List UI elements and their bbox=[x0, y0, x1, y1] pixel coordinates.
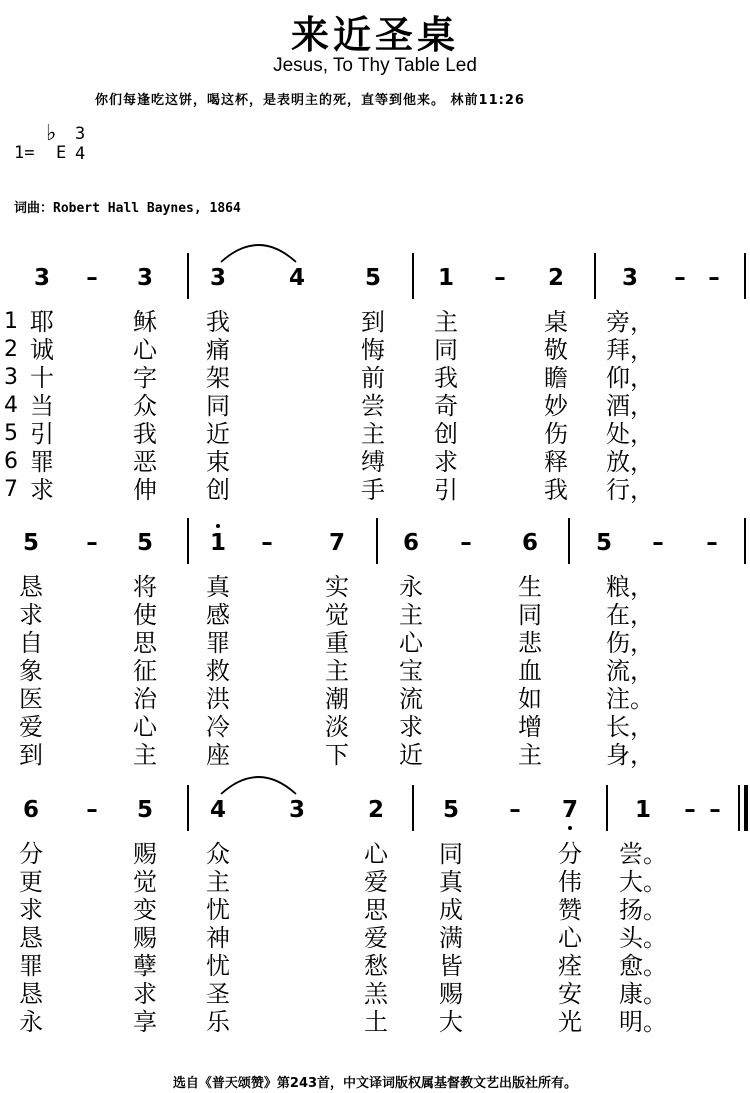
lyric-syllable: 恳 bbox=[19, 924, 43, 952]
lyric-syllable: 释 bbox=[544, 448, 568, 476]
end-barline bbox=[744, 785, 748, 831]
lyric-syllable: 拜， bbox=[606, 336, 654, 364]
lyric-syllable: 大 bbox=[439, 1008, 463, 1036]
verse-number: 3 bbox=[4, 365, 18, 390]
barline bbox=[187, 253, 189, 299]
lyric-syllable: 明。 bbox=[619, 1008, 667, 1036]
lyric-syllable: 心 bbox=[364, 840, 388, 868]
lyric-syllable: 赐 bbox=[133, 924, 157, 952]
lyric-syllable: 实 bbox=[325, 573, 349, 601]
lyric-syllable: 真 bbox=[439, 868, 463, 896]
lyric-syllable: 主 bbox=[206, 868, 230, 896]
lyric-syllable: 恶 bbox=[133, 448, 157, 476]
note: – bbox=[494, 265, 506, 291]
lyric-syllable: 罪 bbox=[19, 952, 43, 980]
lyric-syllable: 同 bbox=[434, 336, 458, 364]
lyric-syllable: 伤， bbox=[606, 629, 654, 657]
lyric-syllable: 爱 bbox=[364, 924, 388, 952]
lyric-syllable: 孽 bbox=[133, 952, 157, 980]
note: – bbox=[261, 530, 273, 556]
lyric-syllable: 求 bbox=[30, 476, 54, 504]
time-signature bbox=[75, 124, 85, 164]
lyric-syllable: 享 bbox=[133, 1008, 157, 1036]
note: – bbox=[706, 530, 718, 556]
lyric-syllable: 字 bbox=[133, 364, 157, 392]
lyric-syllable: 康。 bbox=[619, 980, 667, 1008]
verse-number: 2 bbox=[4, 337, 18, 362]
lyric-syllable: 赐 bbox=[439, 980, 463, 1008]
lyric-syllable: 满 bbox=[439, 924, 463, 952]
lyric-syllable: 旁， bbox=[606, 308, 654, 336]
lyric-syllable: 创 bbox=[206, 476, 230, 504]
lyric-syllable: 悲 bbox=[518, 629, 542, 657]
lyric-syllable: 创 bbox=[434, 420, 458, 448]
verse-number: 4 bbox=[4, 393, 18, 418]
lyric-syllable: 恳 bbox=[19, 980, 43, 1008]
lyric-syllable: 扬。 bbox=[619, 896, 667, 924]
key-letter: E bbox=[56, 143, 67, 163]
lyric-syllable: 同 bbox=[206, 392, 230, 420]
lyric-syllable: 心 bbox=[133, 713, 157, 741]
lyric-syllable: 罪 bbox=[206, 629, 230, 657]
lyric-syllable: 缚 bbox=[361, 448, 385, 476]
lyric-syllable: 引 bbox=[434, 476, 458, 504]
verse-number: 5 bbox=[4, 421, 18, 446]
lyric-syllable: 痛 bbox=[206, 336, 230, 364]
lyric-syllable: 光 bbox=[558, 1008, 582, 1036]
lyric-syllable: 皆 bbox=[439, 952, 463, 980]
note: 6 bbox=[22, 797, 40, 823]
note: – bbox=[86, 530, 98, 556]
lyric-syllable: 淡 bbox=[325, 713, 349, 741]
lyric-syllable: 血 bbox=[518, 657, 542, 685]
footer-copyright: 选自《普天颂赞》第243首，中文译词版权属基督教文艺出版社所有。 bbox=[172, 1076, 578, 1091]
barline bbox=[568, 518, 570, 564]
barline bbox=[412, 785, 414, 831]
final-barline-thin bbox=[738, 785, 740, 831]
key-prefix: 1= bbox=[14, 143, 35, 163]
lyric-syllable: 愈。 bbox=[619, 952, 667, 980]
barline bbox=[412, 253, 414, 299]
lyric-syllable: 悔 bbox=[361, 336, 385, 364]
lyric-syllable: 分 bbox=[19, 840, 43, 868]
lyric-syllable: 潮 bbox=[325, 685, 349, 713]
lyric-syllable: 自 bbox=[19, 629, 43, 657]
lyric-syllable: 救 bbox=[206, 657, 230, 685]
lyric-syllable: 身， bbox=[606, 741, 654, 769]
note: 5 bbox=[595, 530, 613, 556]
lyric-syllable: 主 bbox=[325, 657, 349, 685]
verse-number: 1 bbox=[4, 309, 18, 334]
lyric-syllable: 痊 bbox=[558, 952, 582, 980]
note: 4 bbox=[288, 265, 306, 291]
lyric-syllable: 心 bbox=[558, 924, 582, 952]
lyric-syllable: 妙 bbox=[544, 392, 568, 420]
lyric-syllable: 桌 bbox=[544, 308, 568, 336]
note: 3 bbox=[136, 265, 154, 291]
lyric-syllable: 众 bbox=[206, 840, 230, 868]
lyric-syllable: 瞻 bbox=[544, 364, 568, 392]
lyric-syllable: 尝 bbox=[361, 392, 385, 420]
lyric-syllable: 粮， bbox=[606, 573, 654, 601]
note: 1 bbox=[634, 797, 652, 823]
note: – bbox=[86, 797, 98, 823]
lyric-syllable: 仰， bbox=[606, 364, 654, 392]
note: 4 bbox=[209, 797, 227, 823]
note: – bbox=[86, 265, 98, 291]
lyric-syllable: 奇 bbox=[434, 392, 458, 420]
lyric-syllable: 近 bbox=[206, 420, 230, 448]
lyric-syllable: 处， bbox=[606, 420, 654, 448]
lyric-syllable: 同 bbox=[518, 601, 542, 629]
note: – bbox=[460, 530, 472, 556]
lyric-syllable: 下 bbox=[325, 741, 349, 769]
lyric-syllable: 心 bbox=[133, 336, 157, 364]
lyric-syllable: 座 bbox=[206, 741, 230, 769]
lyric-syllable: 主 bbox=[399, 601, 423, 629]
barline bbox=[187, 518, 189, 564]
note: 6 bbox=[521, 530, 539, 556]
scripture-reference: 你们每逢吃这饼，喝这杯，是表明主的死，直等到他来。 林前11:26 bbox=[95, 93, 525, 108]
lyric-syllable: 象 bbox=[19, 657, 43, 685]
note: 7 bbox=[561, 797, 579, 823]
note: – bbox=[684, 797, 696, 823]
lyric-syllable: 爱 bbox=[364, 868, 388, 896]
lyric-syllable: 重 bbox=[325, 629, 349, 657]
lyric-syllable: 注。 bbox=[606, 685, 654, 713]
lyric-syllable: 更 bbox=[19, 868, 43, 896]
lyric-syllable: 求 bbox=[434, 448, 458, 476]
lyric-syllable: 众 bbox=[133, 392, 157, 420]
lyric-syllable: 愁 bbox=[364, 952, 388, 980]
lyric-syllable: 土 bbox=[364, 1008, 388, 1036]
barline bbox=[187, 785, 189, 831]
note: 7 bbox=[328, 530, 346, 556]
lyric-syllable: 增 bbox=[518, 713, 542, 741]
lyric-syllable: 使 bbox=[133, 601, 157, 629]
note: 5 bbox=[136, 797, 154, 823]
lyric-syllable: 引 bbox=[30, 420, 54, 448]
lyric-syllable: 长， bbox=[606, 713, 654, 741]
lyric-syllable: 伤 bbox=[544, 420, 568, 448]
lyric-syllable: 酒， bbox=[606, 392, 654, 420]
lyric-syllable: 求 bbox=[19, 896, 43, 924]
lyric-syllable: 赞 bbox=[558, 896, 582, 924]
lyric-syllable: 头。 bbox=[619, 924, 667, 952]
lyric-syllable: 我 bbox=[434, 364, 458, 392]
barline bbox=[376, 518, 378, 564]
time-signature-bottom: 4 bbox=[75, 144, 86, 164]
note: – bbox=[652, 530, 664, 556]
lyric-syllable: 我 bbox=[206, 308, 230, 336]
lyric-syllable: 求 bbox=[399, 713, 423, 741]
note: – bbox=[709, 797, 721, 823]
lyric-syllable: 罪 bbox=[30, 448, 54, 476]
lyric-syllable: 束 bbox=[206, 448, 230, 476]
lyric-syllable: 治 bbox=[133, 685, 157, 713]
lyric-syllable: 觉 bbox=[133, 868, 157, 896]
lyric-syllable: 诚 bbox=[30, 336, 54, 364]
lyric-syllable: 爱 bbox=[19, 713, 43, 741]
lyric-syllable: 忧 bbox=[206, 896, 230, 924]
hymn-title: 来近圣桌 bbox=[290, 13, 459, 57]
lyric-syllable: 如 bbox=[518, 685, 542, 713]
lyric-syllable: 生 bbox=[518, 573, 542, 601]
lyric-syllable: 思 bbox=[364, 896, 388, 924]
lyric-syllable: 我 bbox=[133, 420, 157, 448]
lyric-syllable: 在， bbox=[606, 601, 654, 629]
note: 5 bbox=[442, 797, 460, 823]
lyric-syllable: 当 bbox=[30, 392, 54, 420]
lyric-syllable: 同 bbox=[439, 840, 463, 868]
note: 1 bbox=[437, 265, 455, 291]
lyric-syllable: 十 bbox=[30, 364, 54, 392]
note: – bbox=[509, 797, 521, 823]
verse-number: 7 bbox=[4, 477, 18, 502]
hymn-english-title: Jesus, To Thy Table Led bbox=[273, 55, 477, 76]
lyric-syllable: 医 bbox=[19, 685, 43, 713]
lyric-syllable: 尝。 bbox=[619, 840, 667, 868]
lyric-syllable: 放， bbox=[606, 448, 654, 476]
slur bbox=[221, 245, 296, 262]
lyric-syllable: 敬 bbox=[544, 336, 568, 364]
lyric-syllable: 主 bbox=[434, 308, 458, 336]
lyric-syllable: 恳 bbox=[19, 573, 43, 601]
lyric-syllable: 主 bbox=[133, 741, 157, 769]
lyric-syllable: 耶 bbox=[30, 308, 54, 336]
note: 1 bbox=[209, 530, 227, 556]
slur bbox=[221, 777, 296, 794]
note: 3 bbox=[209, 265, 227, 291]
credits: 词曲：Robert Hall Baynes, 1864 bbox=[14, 201, 241, 216]
lyric-syllable: 行， bbox=[606, 476, 654, 504]
lyric-syllable: 稣 bbox=[133, 308, 157, 336]
end-barline bbox=[744, 253, 746, 299]
low-octave-dot bbox=[568, 826, 572, 830]
lyric-syllable: 我 bbox=[544, 476, 568, 504]
note: 5 bbox=[136, 530, 154, 556]
lyric-syllable: 神 bbox=[206, 924, 230, 952]
lyric-syllable: 洪 bbox=[206, 685, 230, 713]
lyric-syllable: 主 bbox=[361, 420, 385, 448]
lyric-syllable: 流 bbox=[399, 685, 423, 713]
note: 3 bbox=[288, 797, 306, 823]
lyric-syllable: 永 bbox=[399, 573, 423, 601]
note: 3 bbox=[621, 265, 639, 291]
lyric-syllable: 乐 bbox=[206, 1008, 230, 1036]
lyric-syllable: 主 bbox=[518, 741, 542, 769]
lyric-syllable: 前 bbox=[361, 364, 385, 392]
lyric-syllable: 伸 bbox=[133, 476, 157, 504]
barline bbox=[606, 785, 608, 831]
lyric-syllable: 求 bbox=[133, 980, 157, 1008]
lyric-syllable: 永 bbox=[19, 1008, 43, 1036]
lyric-syllable: 思 bbox=[133, 629, 157, 657]
lyric-syllable: 冷 bbox=[206, 713, 230, 741]
barline bbox=[594, 253, 596, 299]
note: – bbox=[674, 265, 686, 291]
note: 2 bbox=[547, 265, 565, 291]
lyric-syllable: 到 bbox=[19, 741, 43, 769]
lyric-syllable: 大。 bbox=[619, 868, 667, 896]
lyric-syllable: 赐 bbox=[133, 840, 157, 868]
note: 3 bbox=[33, 265, 51, 291]
lyric-syllable: 成 bbox=[439, 896, 463, 924]
lyric-syllable: 羔 bbox=[364, 980, 388, 1008]
lyric-syllable: 到 bbox=[361, 308, 385, 336]
lyric-syllable: 分 bbox=[558, 840, 582, 868]
verse-number: 6 bbox=[4, 449, 18, 474]
flat-sign: ♭ bbox=[46, 120, 57, 146]
lyric-syllable: 伟 bbox=[558, 868, 582, 896]
lyric-syllable: 安 bbox=[558, 980, 582, 1008]
lyric-syllable: 流， bbox=[606, 657, 654, 685]
note: 5 bbox=[364, 265, 382, 291]
time-signature-top: 3 bbox=[75, 124, 86, 144]
lyric-syllable: 手 bbox=[361, 476, 385, 504]
lyric-syllable: 架 bbox=[206, 364, 230, 392]
lyric-syllable: 近 bbox=[399, 741, 423, 769]
lyric-syllable: 变 bbox=[133, 896, 157, 924]
lyric-syllable: 真 bbox=[206, 573, 230, 601]
lyric-syllable: 心 bbox=[399, 629, 423, 657]
note: – bbox=[708, 265, 720, 291]
lyric-syllable: 圣 bbox=[206, 980, 230, 1008]
lyric-syllable: 宝 bbox=[399, 657, 423, 685]
lyric-syllable: 觉 bbox=[325, 601, 349, 629]
lyric-syllable: 忧 bbox=[206, 952, 230, 980]
high-octave-dot bbox=[216, 524, 220, 528]
lyric-syllable: 将 bbox=[133, 573, 157, 601]
note: 2 bbox=[367, 797, 385, 823]
lyric-syllable: 感 bbox=[206, 601, 230, 629]
note: 6 bbox=[402, 530, 420, 556]
lyric-syllable: 征 bbox=[133, 657, 157, 685]
note: 5 bbox=[22, 530, 40, 556]
lyric-syllable: 求 bbox=[19, 601, 43, 629]
end-barline bbox=[744, 518, 746, 564]
